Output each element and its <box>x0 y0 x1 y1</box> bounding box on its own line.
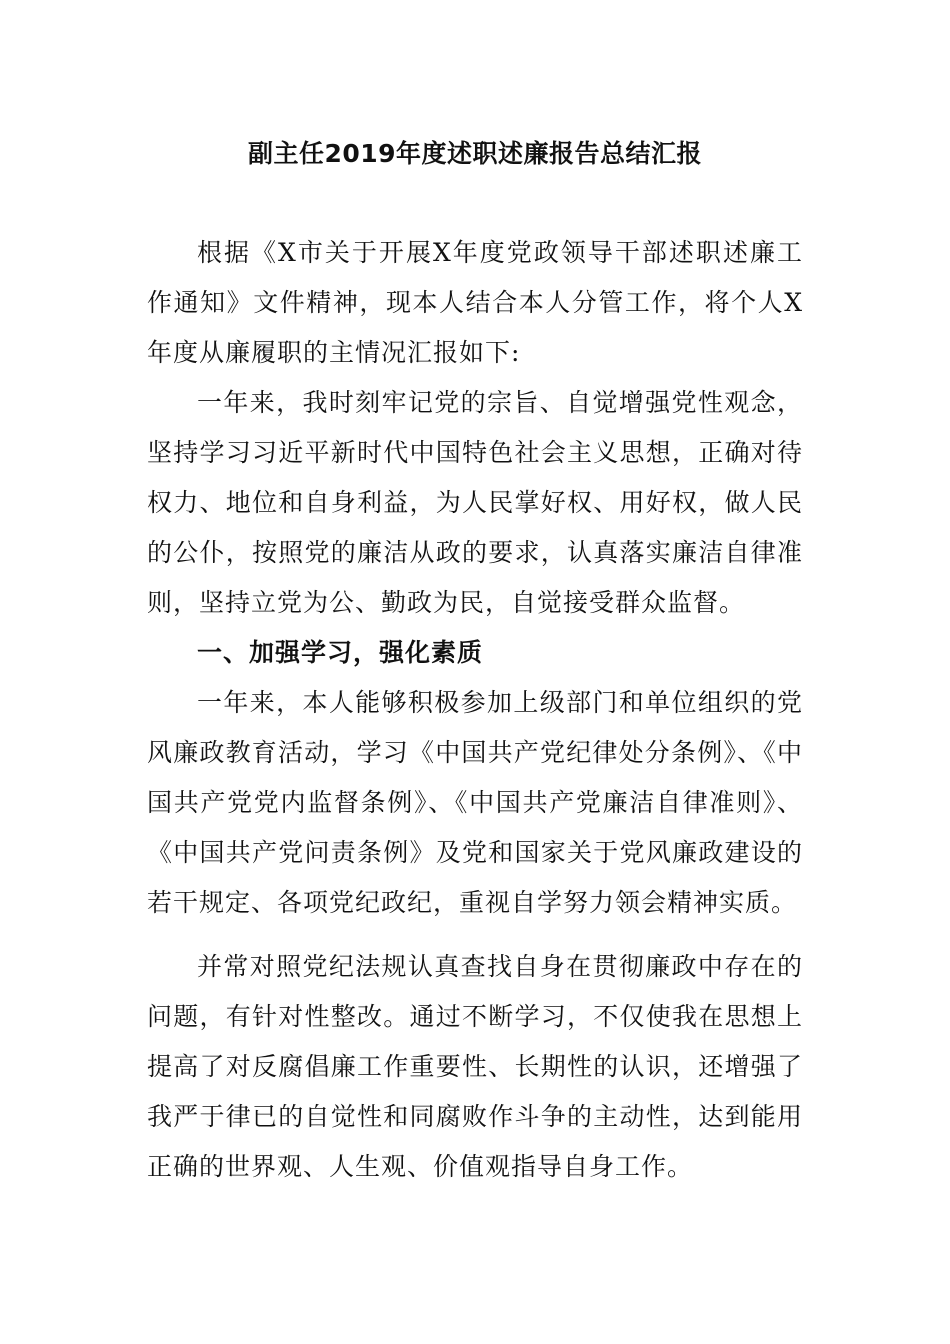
document-body <box>147 228 803 1192</box>
rectification-paragraph: 并常对照党纪法规认真查找自身在贯彻廉政中存在的问题，有针对性整改。通过不断学习，不仅使我在思想上提高了对反腐倡廉工作重要性、长期性的认识，还增强了我严于律已的自觉性和同腐败作斗争的主动性，达到能用正确的世界观、人生观、价值观指导自身工作。 <box>147 952 803 1181</box>
section-heading: 一、加强学习，强化素质 <box>197 638 484 667</box>
intro-paragraph: 根据《X市关于开展X年度党政领导干部述职述廉工作通知》文件精神，现本人结合本人分管工作，将个人X年度从廉履职的主情况汇报如下: <box>147 238 803 367</box>
paragraph-spacer <box>147 928 803 942</box>
study-paragraph: 一年来，本人能够积极参加上级部门和单位组织的党风廉政教育活动，学习《中国共产党纪律处分条例》、《中国共产党党内监督条例》、《中国共产党廉洁自律准则》、《中国共产党问责条例》及党和国家关于党风廉政建设的若干规定、各项党纪政纪，重视自学努力领会精神实质。 <box>147 688 803 917</box>
document-title: 副主任2019年度述职述廉报告总结汇报 <box>247 139 703 168</box>
overview-paragraph: 一年来，我时刻牢记党的宗旨、自觉增强党性观念，坚持学习习近平新时代中国特色社会主义思想，正确对待权力、地位和自身利益，为人民掌好权、用好权，做人民的公仆，按照党的廉洁从政的要求，认真落实廉洁自律准则，坚持立党为公、勤政为民，自觉接受群众监督。 <box>147 388 803 617</box>
